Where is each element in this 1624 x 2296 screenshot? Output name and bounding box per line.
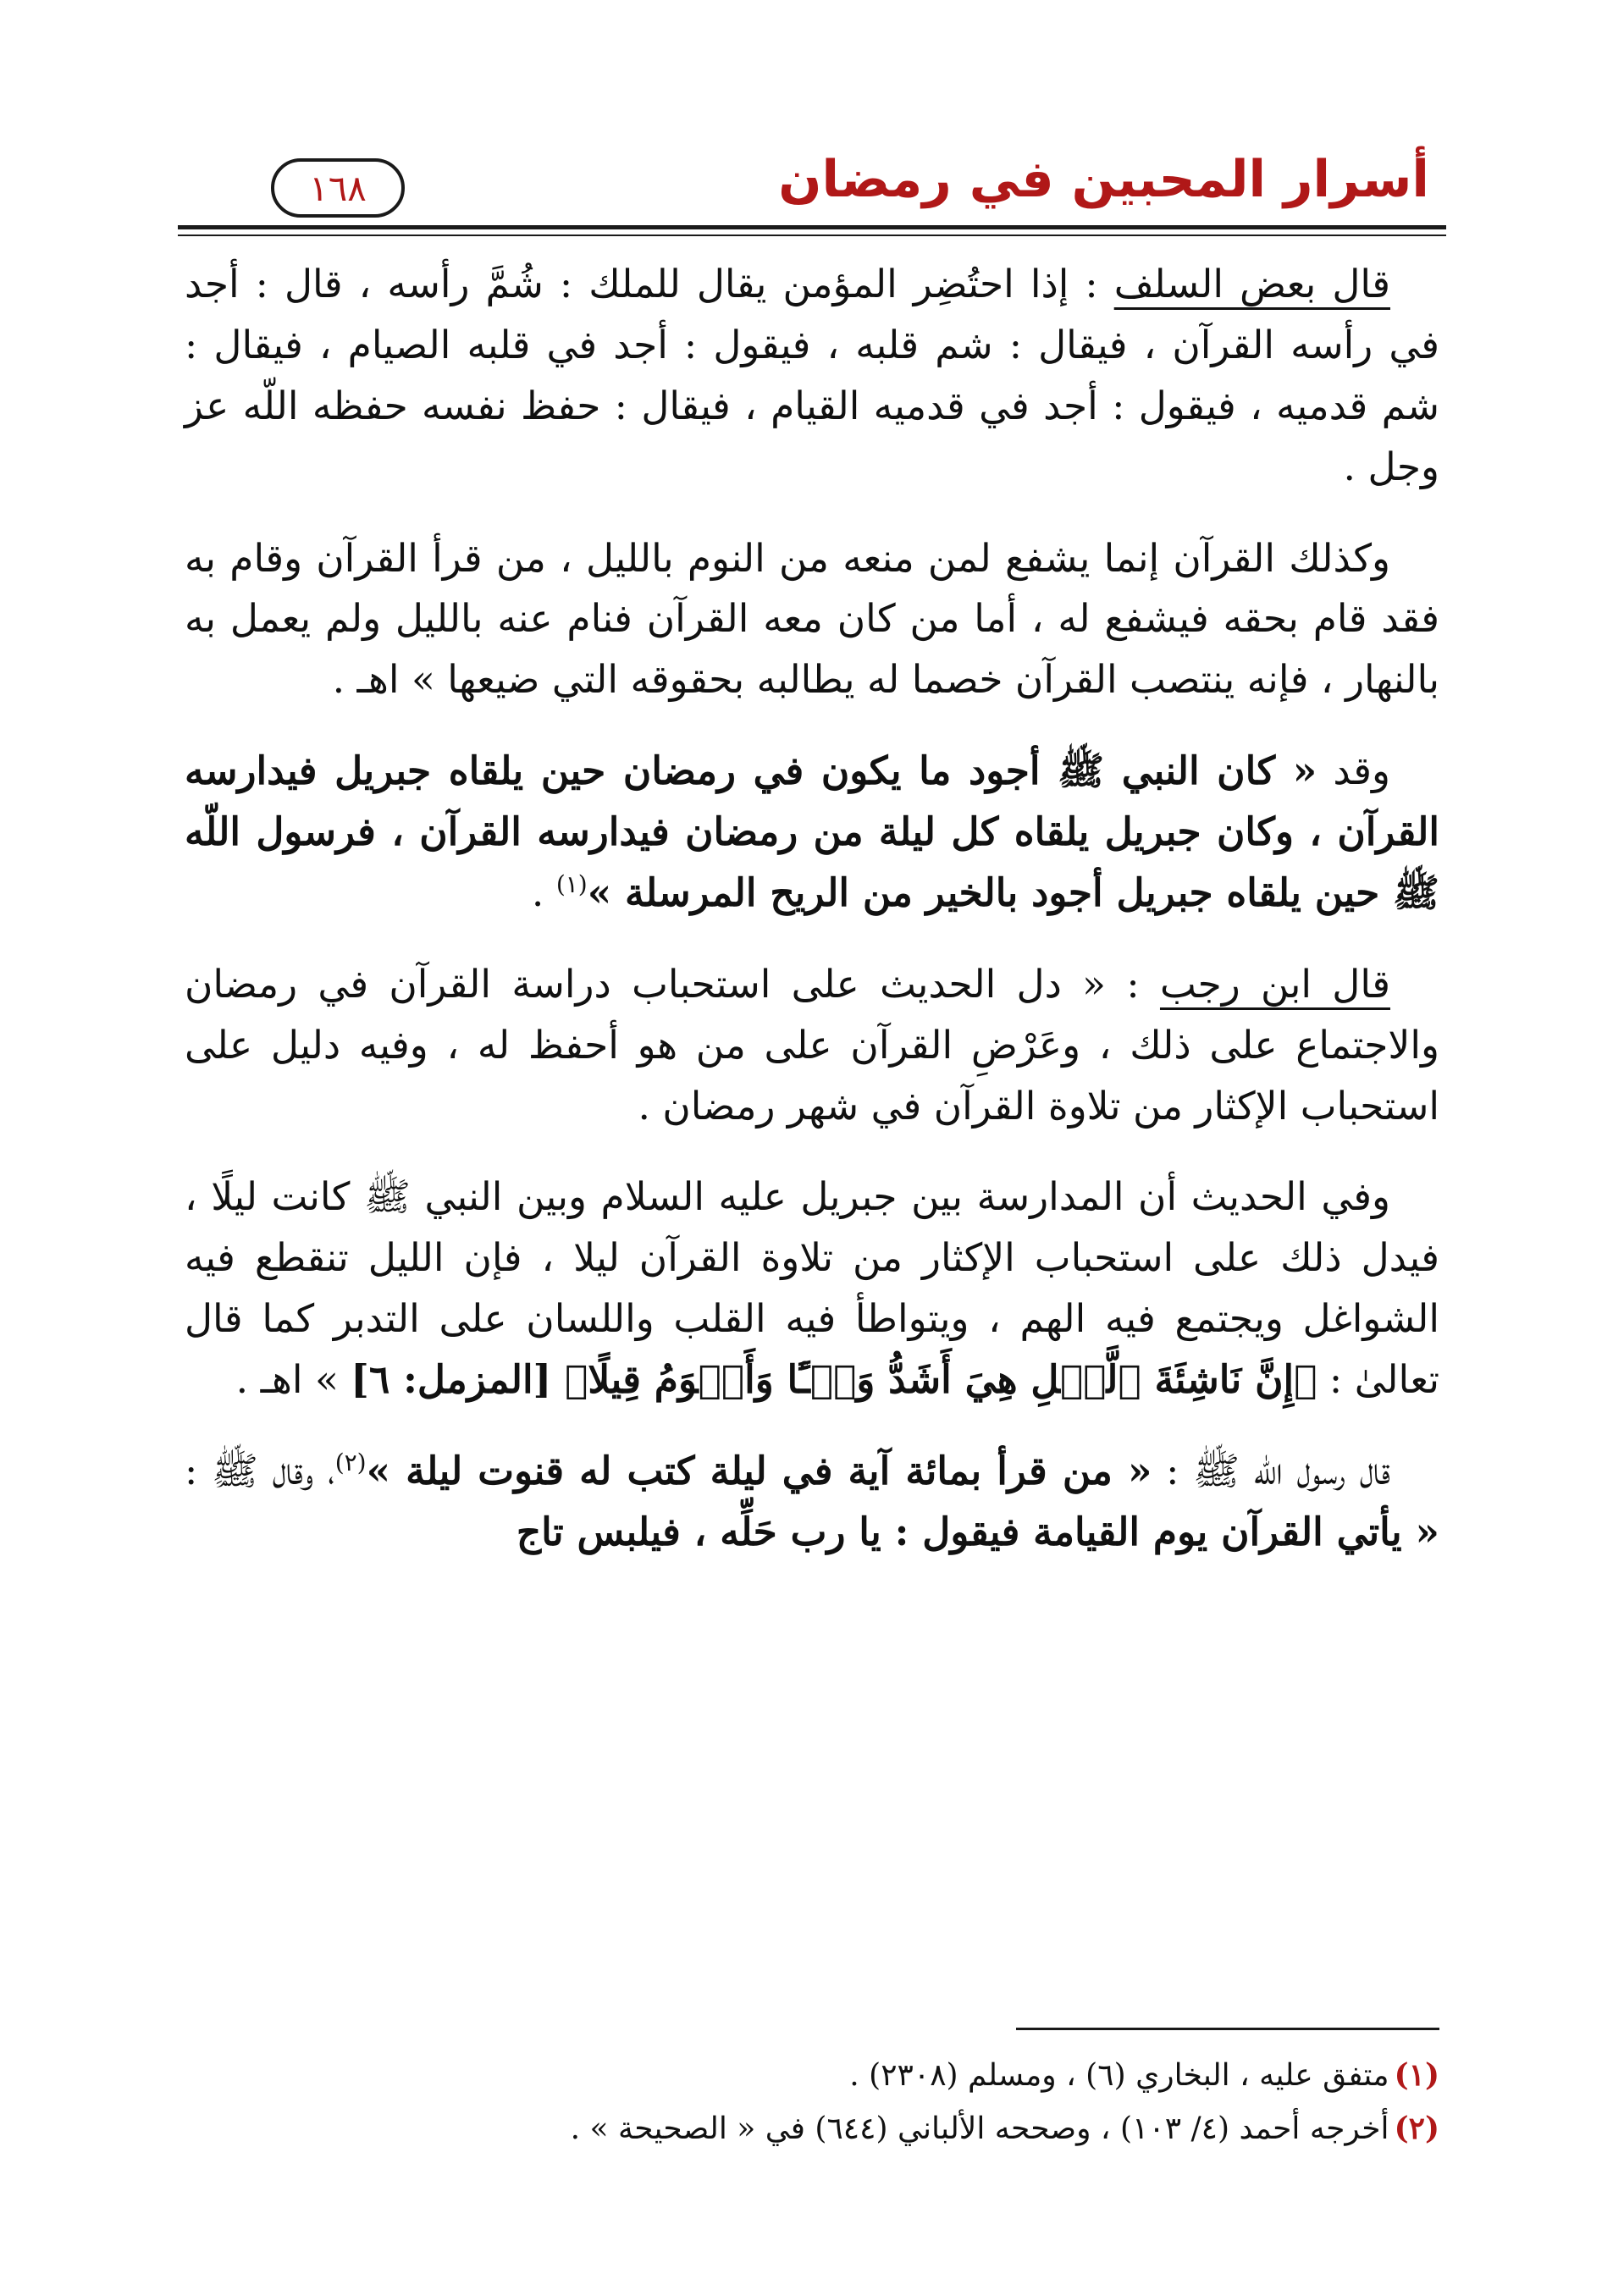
footnote-separator — [1016, 2028, 1439, 2030]
footnote-ref: (١) — [555, 869, 588, 898]
header-rule-thin — [178, 235, 1446, 236]
paragraph-5 — [185, 1167, 1439, 1410]
paragraph-text: : « دل الحديث على استحباب دراسة القرآن في رمضان والاجتماع على ذلك ، وعَرْضِ القرآن على من هو أحفظ له ، وفيه دليل على استحباب الإكثار من تلاوة القرآن في شهر رمضان . — [185, 961, 1439, 1129]
footnote-text: أخرجه أحمد (٤/ ١٠٣) ، وصححه الألباني (٦٤٤) في « الصحيحة » . — [570, 2111, 1389, 2146]
paragraph-prefix: وقد — [1317, 748, 1390, 794]
verse-reference: [المزمل: ٦] — [351, 1356, 566, 1402]
page-header — [178, 140, 1446, 224]
hadith-quote: « يأتي القرآن يوم القيامة فيقول : يا رب حَلِّه ، فيلبس تاج — [516, 1508, 1439, 1554]
footnote-text: متفق عليه ، البخاري (٦) ، ومسلم (٢٣٠٨) . — [849, 2058, 1389, 2093]
footnotes — [185, 2049, 1439, 2155]
body-text — [185, 254, 1439, 1593]
header-rule-thick — [178, 225, 1446, 229]
paragraph-2 — [185, 528, 1439, 711]
hadith-quote: « من قرأ بمائة آية في ليلة كتب له قنوت ليلة » — [366, 1447, 1152, 1493]
paragraph-suffix: . — [531, 869, 556, 915]
paragraph-4 — [185, 954, 1439, 1137]
footnote-ref: (٢) — [334, 1448, 367, 1476]
paragraph-suffix: » اهـ . — [235, 1357, 351, 1402]
footnote-number: (٢) — [1394, 2111, 1439, 2146]
hadith-quote: « كان النبي ﷺ أجود ما يكون في رمضان حين يلقاه جبريل فيدارسه القرآن ، وكان جبريل يلقاه كل ليلة من رمضان فيدارسه القرآن ، فرسول اللّه ﷺ حين يلقاه جبريل أجود بالخير من الريح المرسلة » — [185, 748, 1439, 915]
paragraph-text: : إذا احتُضِر المؤمن يقال للملك : شُمَّ رأسه ، قال : أجد في رأسه القرآن ، فيقال : شم قلبه ، فيقول : أجد في قلبه الصيام ، فيقال : شم قدميه ، فيقول : أجد في قدميه القيام ، فيقال : حفظ نفسه حفظه اللّه عز وجل . — [185, 262, 1439, 489]
paragraph-3 — [185, 741, 1439, 924]
paragraph-6 — [185, 1441, 1439, 1563]
paragraph-text: وفي الحديث أن المدارسة بين جبريل عليه السلام وبين النبي ﷺ كانت ليلًا ، فيدل ذلك على استحباب الإكثار من تلاوة القرآن ليلا ، فإن الليل تنقطع فيه الشواغل ويجتمع فيه الهم ، ويتواطأ فيه القلب واللسان على التدبر كما قال تعالىٰ : — [185, 1174, 1439, 1402]
paragraph-1 — [185, 254, 1439, 498]
footnote-item — [185, 2049, 1439, 2102]
paragraph-prefix: قال رسول الله ﷺ : — [1152, 1448, 1390, 1493]
footnote-item — [185, 2102, 1439, 2155]
paragraph-text: وكذلك القرآن إنما يشفع لمن منعه من النوم بالليل ، من قرأ القرآن وقام به فقد قام بحقه فيشفع له ، أما من كان معه القرآن فنام عنه بالليل ولم يعمل به بالنهار ، فإنه ينتصب القرآن خصما له يطالبه بحقوقه التي ضيعها » اهـ . — [185, 535, 1439, 703]
page-number-badge — [271, 158, 405, 218]
page-number: ١٦٨ — [309, 167, 367, 209]
book-title: أسرار المحبين في رمضان — [778, 150, 1429, 209]
footnote-number: (١) — [1394, 2057, 1439, 2093]
paragraph-prefix: ، وقال ﷺ : — [185, 1448, 335, 1493]
speaker-label: قال ابن رجب — [1159, 961, 1390, 1007]
quran-verse: ﴿إِنَّ نَاشِئَةَ ٱلَّيۡلِ هِيَ أَشَدُّ وَطۡـًٔا وَأَقۡوَمُ قِيلًا﴾ — [565, 1356, 1317, 1402]
speaker-label: قال بعض السلف — [1113, 262, 1390, 306]
